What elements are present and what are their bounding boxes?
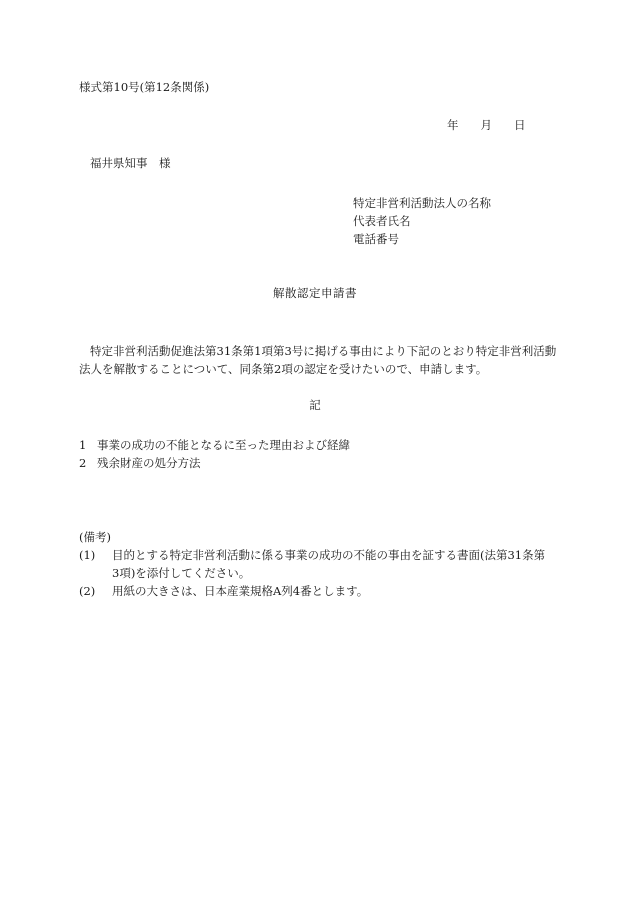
date-year-label: 年 (447, 118, 459, 132)
item-list (79, 436, 350, 472)
item-number: 2 (79, 456, 87, 470)
form-number: 様式第10号(第12条関係) (79, 80, 210, 94)
item-text: 残余財産の処分方法 (97, 456, 201, 470)
phone-number-label: 電話番号 (353, 232, 399, 246)
note-number: (2) (79, 584, 96, 598)
document-title: 解散認定申請書 (273, 286, 357, 300)
notes-heading: (備考) (79, 530, 111, 544)
note-text-line1: 目的とする特定非営利活動に係る事業の成功の不能の事由を証する書面(法第31条第 (112, 548, 546, 562)
date-day-label: 日 (514, 118, 526, 132)
applicant-block (353, 194, 491, 248)
note-item (79, 546, 563, 582)
note-number: (1) (79, 548, 96, 562)
note-text-line2: 3項)を添付してください。 (112, 566, 251, 580)
addressee: 福井県知事 様 (90, 156, 171, 170)
note-text-line1: 用紙の大きさは、日本産業規格A列4番とします。 (112, 584, 369, 598)
list-item (79, 436, 350, 454)
application-body: 特定非営利活動促進法第31条第1項第3号に掲げる事由により下記のとおり特定非営利活動法人を解散することについて、同条第2項の認定を受けたいので、申請します。 (79, 344, 557, 376)
item-text: 事業の成功の不能となるに至った理由および経緯 (97, 438, 350, 452)
ki-heading: 記 (309, 398, 321, 412)
representative-name-label: 代表者氏名 (353, 214, 411, 228)
note-item (79, 582, 563, 600)
applicant-name-label: 特定非営利活動法人の名称 (353, 196, 491, 210)
date-line (447, 120, 526, 132)
item-number: 1 (79, 438, 87, 452)
list-item (79, 454, 350, 472)
notes-section (79, 528, 563, 600)
date-month-label: 月 (480, 118, 492, 132)
